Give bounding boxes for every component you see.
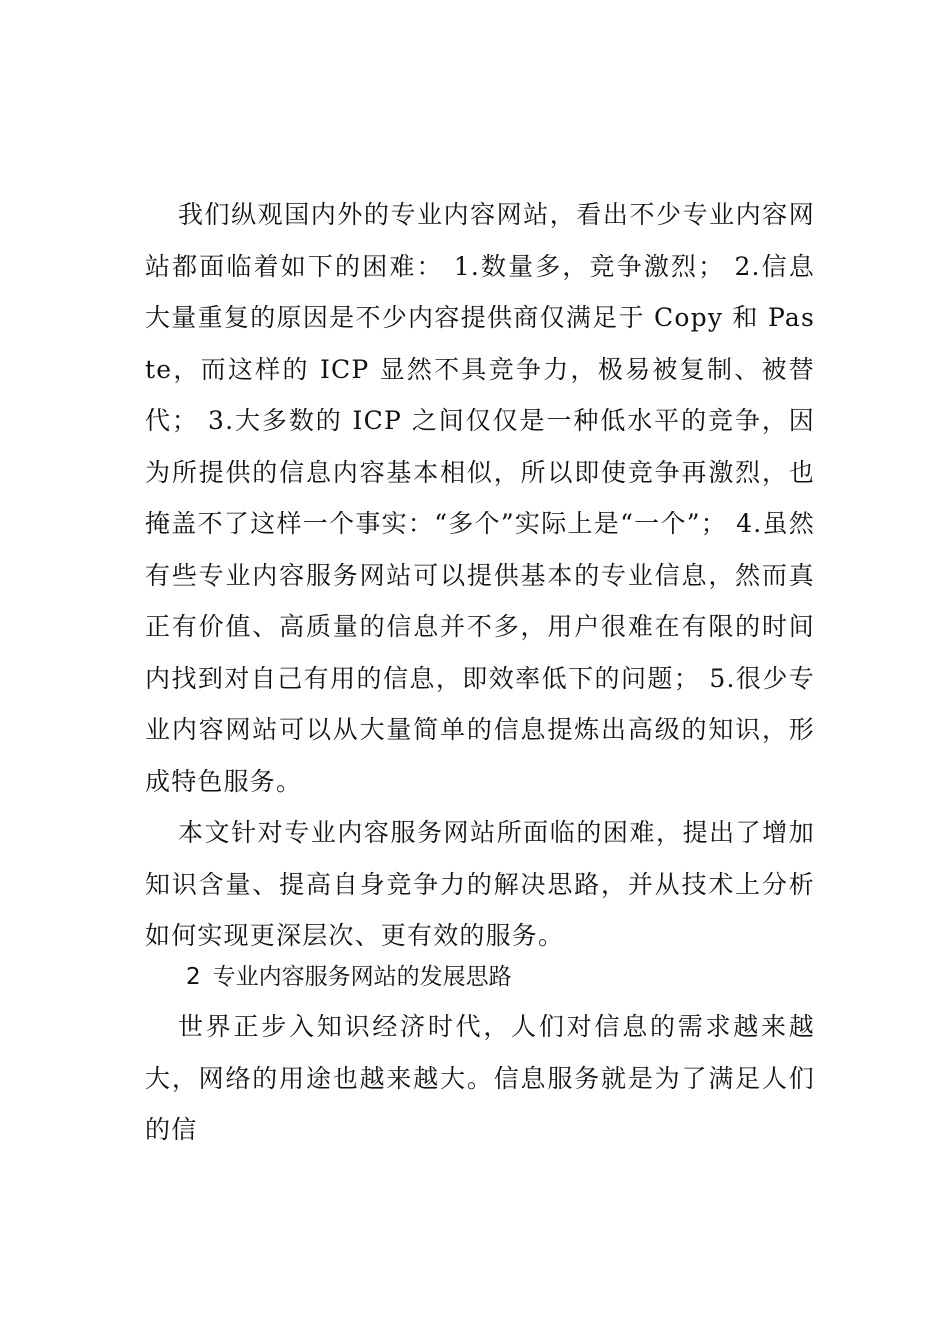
intro-paragraph-2: 本文针对专业内容服务网站所面临的困难，提出了增加知识含量、提高自身竞争力的解决思路，并从技术上分析如何实现更深层次、更有效的服务。 (145, 818, 815, 950)
intro-paragraph-1: 我们纵观国内外的专业内容网站，看出不少专业内容网站都面临着如下的困难： 1.数量多，竞争激烈； 2.信息大量重复的原因是不少内容提供商仅满足于 Copy 和 Paste，而这样的 ICP 显然不具竞争力，极易被复制、被替代； 3.大多数的 ICP 之间仅仅是一种低水平的竞争，因为所提供的信息内容基本相似，所以即使竞争再激烈，也掩盖不了这样一个事实：“多个”实际上是“一个”； 4.虽然有些专业内容服务网站可以提供基本的专业信息，然而真正有价值、高质量的信息并不多，用户很难在有限的时间内找到对自己有用的信息，即效率低下的问题； 5.很少专业内容网站可以从大量简单的信息提炼出高级的知识，形成特色服务。 (145, 200, 815, 796)
intro-text-block (145, 189, 815, 962)
section-title: 专业内容服务网站的发展思路 (212, 964, 512, 990)
section-paragraph-1: 世界正步入知识经济时代，人们对信息的需求越来越大，网络的用途也越来越大。信息服务就是为了满足人们的信 (145, 1012, 815, 1144)
section-heading (186, 960, 512, 994)
section-text-block (145, 1001, 815, 1156)
section-number: 2 (186, 964, 201, 990)
